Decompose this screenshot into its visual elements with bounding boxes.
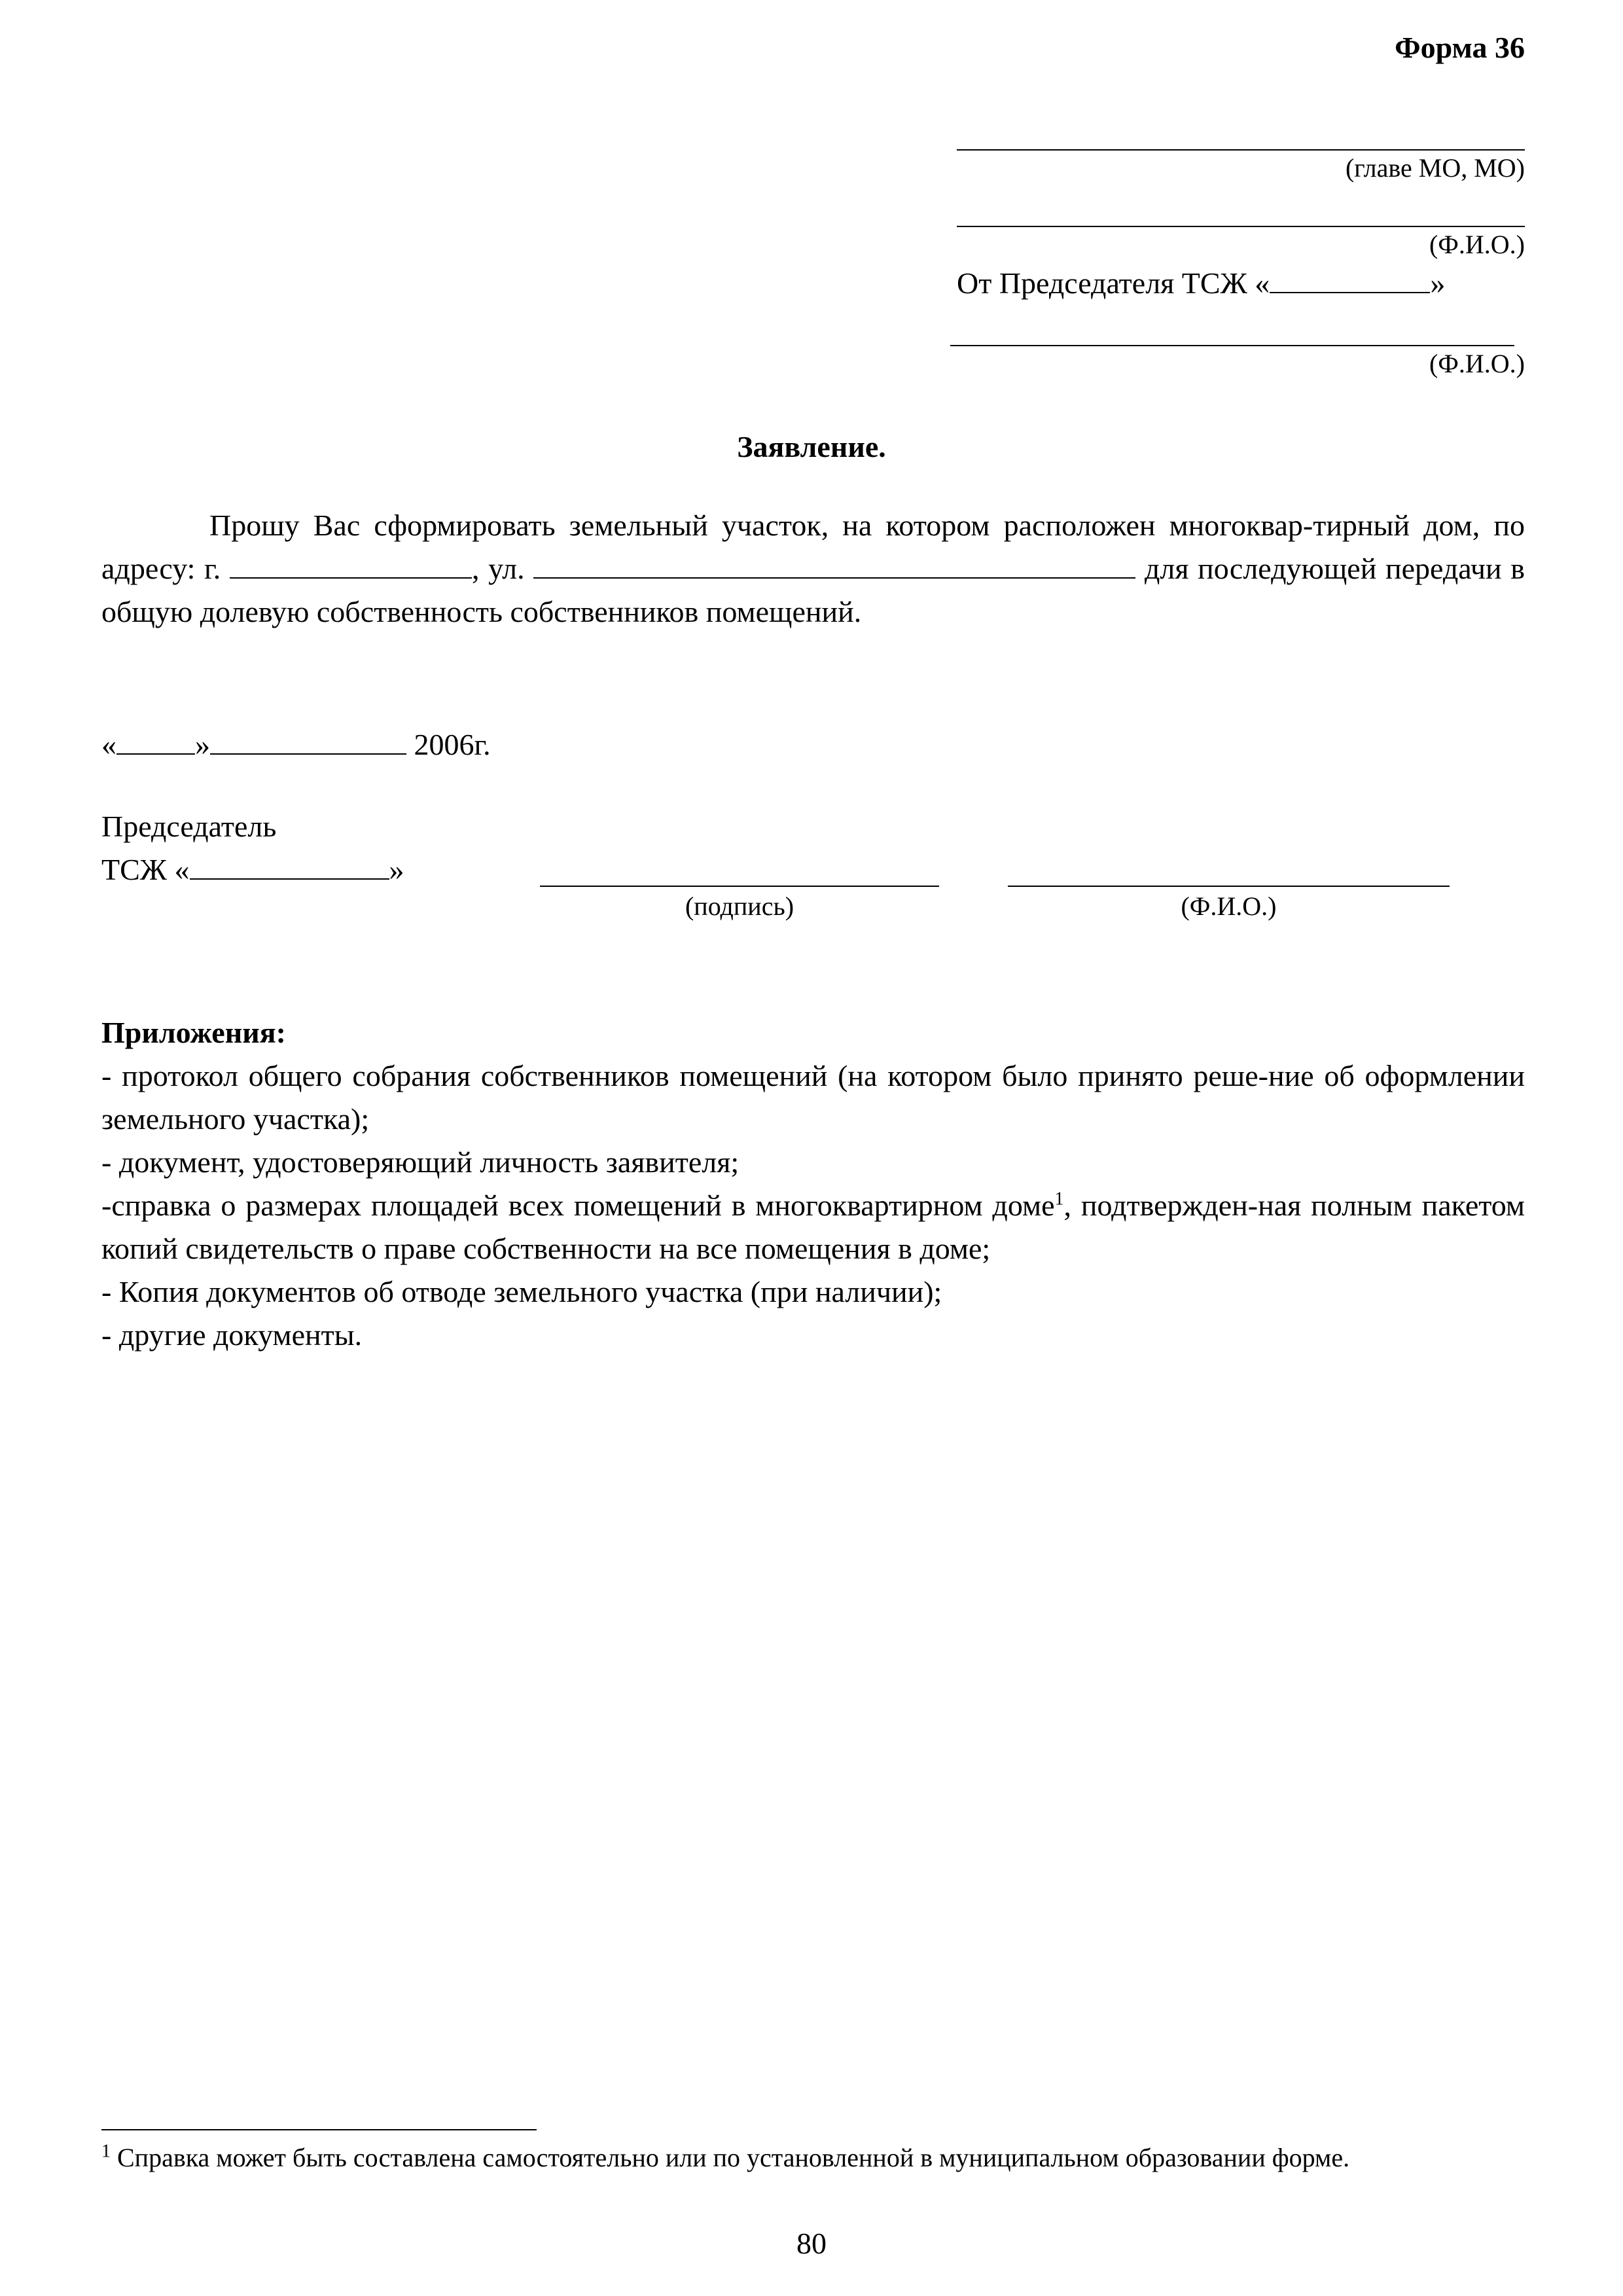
attachment-item: - другие документы. (101, 1318, 363, 1352)
from-fio-caption: (Ф.И.О.) (1429, 349, 1525, 378)
signature-tsj-prefix: ТСЖ « (101, 853, 190, 886)
city-blank (230, 548, 472, 579)
date-line (101, 723, 491, 766)
footnote-text: Справка может быть составлена самостоятельно или по установленной в муниципальном образовании форме. (111, 2143, 1350, 2172)
request-text-1: Прошу Вас сформировать земельный участок, на котором расположен многоквар-тирный дом, по адресу: г. (101, 509, 1525, 585)
form-label: Форма 36 (1395, 31, 1525, 64)
recipient-caption: (главе МО, МО) (1345, 153, 1525, 183)
attachment-item: - документ, удостоверяющий личность заявителя; (101, 1145, 740, 1179)
date-year: 2006г. (414, 728, 491, 761)
request-text-2: , ул. (471, 552, 534, 585)
month-blank (210, 725, 406, 755)
attachments-heading: Приложения: (101, 1016, 286, 1049)
date-close-quote: » (195, 728, 210, 761)
day-blank (116, 725, 195, 755)
attachment-item-3-text-after: , подтвержден-ная полным пакетом копий свидетельств о праве собственности на все помещения в доме; (101, 1189, 1525, 1265)
attachment-item-3-text: -справка о размерах площадей всех помещений в многоквартирном доме (101, 1189, 1055, 1222)
date-open-quote: « (101, 728, 116, 761)
signature-fio-caption: (Ф.И.О.) (1181, 891, 1277, 921)
attachment-item-3 (101, 1184, 1525, 1270)
tsj-name-blank (1270, 263, 1430, 293)
footnote-separator (101, 2129, 537, 2130)
attachment-item: - протокол общего собрания собственников помещений (на котором было принято реше-ние об оформлении земельного участка); (101, 1059, 1525, 1136)
footnote (101, 2140, 1525, 2176)
signature-line (540, 886, 939, 887)
signature-role-line1: Председатель (101, 810, 277, 843)
signature-tsj-blank (190, 850, 389, 880)
signature-fio-line (1008, 886, 1450, 887)
from-fio-line (950, 345, 1514, 346)
recipient-fio-line (957, 226, 1525, 227)
document-title: Заявление. (737, 430, 886, 463)
street-blank (533, 548, 1135, 579)
signature-caption: (подпись) (685, 891, 794, 921)
from-line (957, 262, 1546, 305)
page-number: 80 (796, 2227, 827, 2260)
from-suffix: » (1430, 266, 1446, 300)
footnote-reference: 1 (1054, 1189, 1064, 1210)
from-prefix: От Председателя ТСЖ « (957, 266, 1270, 300)
request-text-3: для последующей передачи в общую долевую собственность собственников помещений. (101, 552, 1525, 628)
signature-role-line2 (101, 848, 404, 891)
footnote-mark: 1 (101, 2141, 111, 2162)
recipient-fio-caption: (Ф.И.О.) (1429, 230, 1525, 259)
request-paragraph (101, 504, 1525, 634)
signature-tsj-suffix: » (389, 853, 404, 886)
recipient-line (957, 149, 1525, 151)
attachments-list (101, 1054, 1525, 1357)
attachment-item: - Копия документов об отводе земельного участка (при наличии); (101, 1275, 942, 1308)
